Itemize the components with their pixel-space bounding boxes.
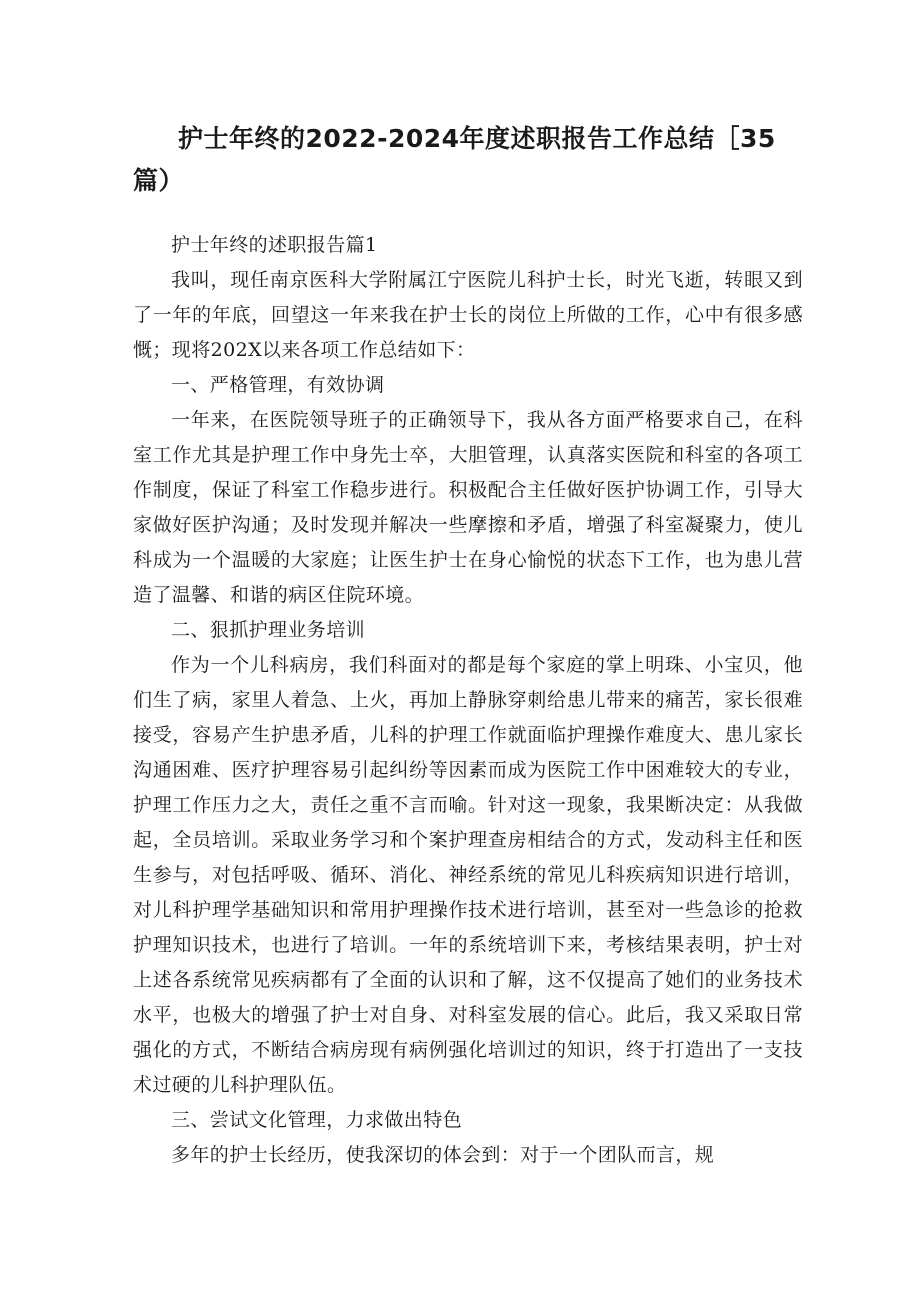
paragraph: 作为一个儿科病房，我们科面对的都是每个家庭的掌上明珠、小宝贝，他们生了病，家里人着急、上火，再加上静脉穿刺给患儿带来的痛苦，家长很难接受，容易产生护患矛盾，儿科的护理工作就面临护理操作难度大、患儿家长沟通困难、医疗护理容易引起纠纷等因素而成为医院工作中困难较大的专业，护理工作压力之大，责任之重不言而喻。针对这一现象，我果断决定：从我做起，全员培训。采取业务学习和个案护理查房相结合的方式，发动科主任和医生参与，对包括呼吸、循环、消化、神经系统的常见儿科疾病知识进行培训，对儿科护理学基础知识和常用护理操作技术进行培训，甚至对一些急诊的抢救护理知识技术，也进行了培训。一年的系统培训下来，考核结果表明，护士对上述各系统常见疾病都有了全面的认识和了解，这不仅提高了她们的业务技术水平，也极大的增强了护士对自身、对科室发展的信心。此后，我又采取日常强化的方式，不断结合病房现有病例强化培训过的知识，终于打造出了一支技术过硬的儿科护理队伍。	[133, 654, 803, 1096]
section-heading: 三、尝试文化管理，力求做出特色	[171, 1109, 463, 1131]
section-heading: 二、狠抓护理业务培训	[171, 619, 366, 641]
document-body	[133, 228, 803, 1173]
title-line-1: 护士年终的2022-2024年度述职报告工作总结［35	[178, 124, 776, 153]
paragraph: 一年来，在医院领导班子的正确领导下，我从各方面严格要求自己，在科室工作尤其是护理工作中身先士卒，大胆管理，认真落实医院和科室的各项工作制度，保证了科室工作稳步进行。积极配合主任做好医护协调工作，引导大家做好医护沟通；及时发现并解决一些摩擦和矛盾，增强了科室凝聚力，使儿科成为一个温暖的大家庭；让医生护士在身心愉悦的状态下工作，也为患儿营造了温馨、和谐的病区住院环境。	[133, 409, 803, 606]
document-title	[133, 118, 776, 202]
paragraph: 我叫，现任南京医科大学附属江宁医院儿科护士长，时光飞逝，转眼又到了一年的年底，回望这一年来我在护士长的岗位上所做的工作，心中有很多感慨；现将202X以来各项工作总结如下：	[133, 269, 803, 361]
paragraph: 多年的护士长经历，使我深切的体会到：对于一个团队而言，规	[171, 1144, 715, 1166]
section-heading: 护士年终的述职报告篇1	[171, 234, 378, 256]
title-line-2: 篇）	[133, 166, 185, 195]
section-heading: 一、严格管理，有效协调	[171, 374, 385, 396]
